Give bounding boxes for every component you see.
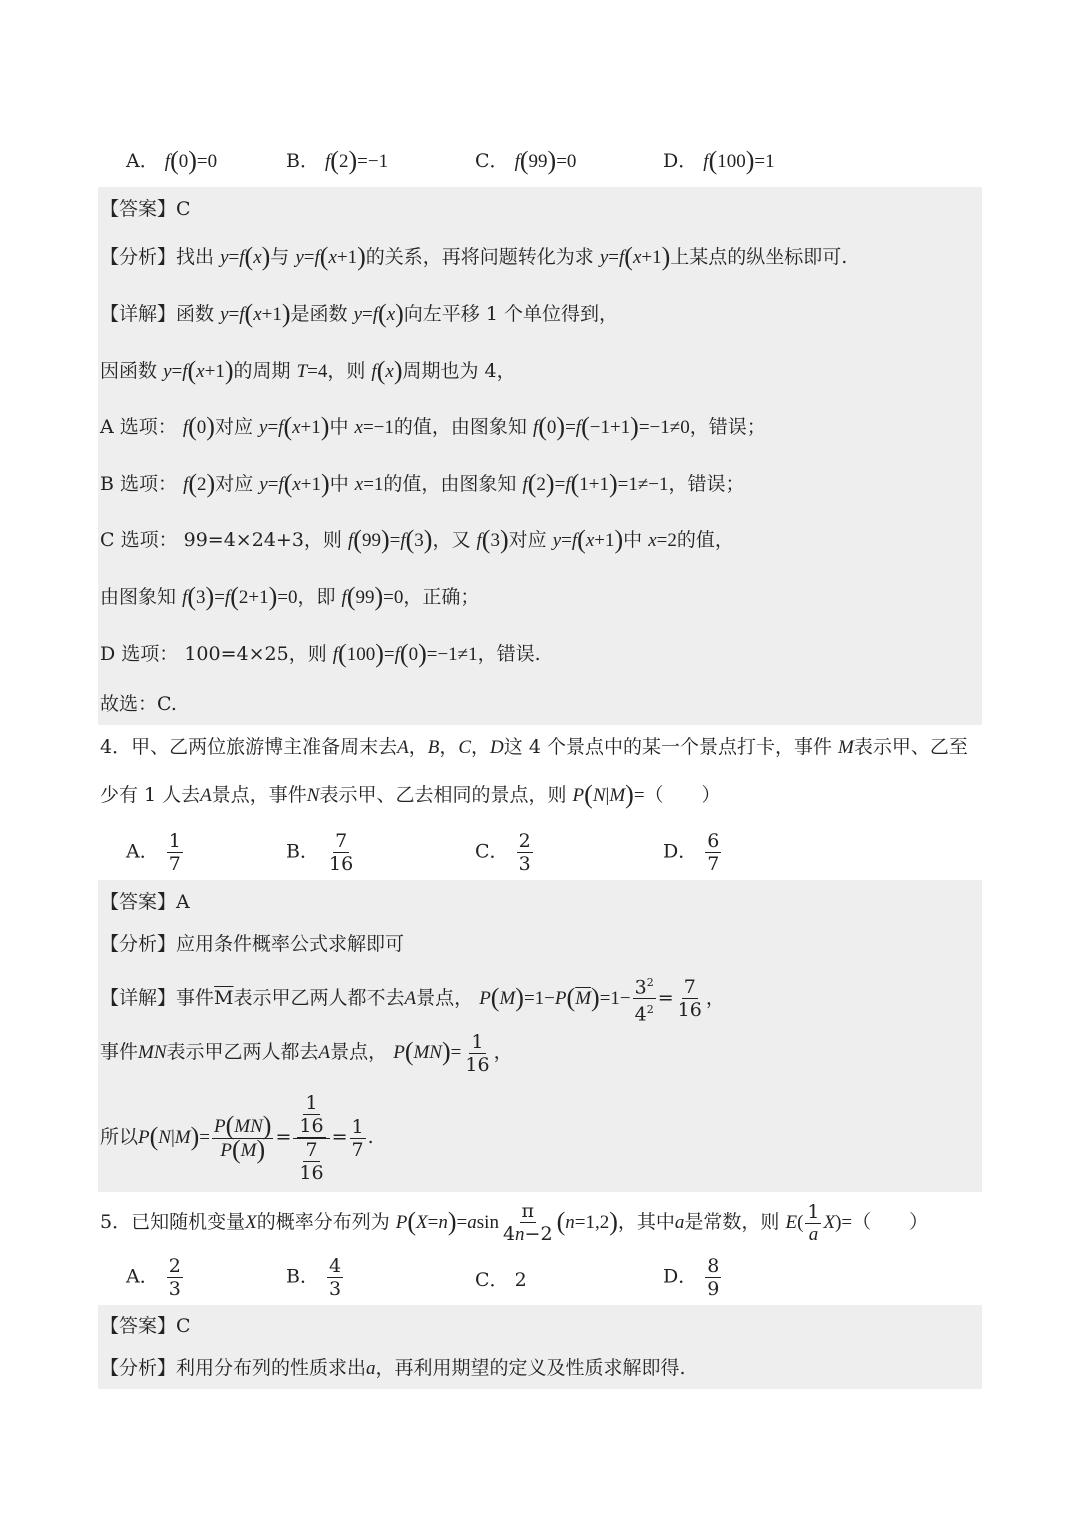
fraction: $\frac{7}{16}$ [677, 976, 702, 1022]
fraction: $\frac{1}{a}$ [807, 1200, 820, 1245]
option-label: C． [475, 840, 509, 863]
fraction: $\frac{1}{16}$ [465, 1030, 490, 1076]
math: f(99)=0 [341, 582, 404, 611]
q3-answer: 【答案】C [100, 198, 191, 220]
option-label: B． [286, 150, 319, 172]
q4-option-c [475, 830, 535, 875]
math: f(100)=f(0)=−1≠1 [332, 639, 478, 668]
text: 事件 [100, 1041, 139, 1063]
text: 5．已知随机变量 [100, 1211, 246, 1233]
q5-analysis [100, 1356, 686, 1381]
option-label: D． [663, 840, 698, 863]
text: ，即 [297, 586, 336, 608]
math: P(X=n)=asin [395, 1207, 499, 1236]
text: 的值，由图象知 [393, 416, 527, 438]
text: （ ） [852, 1211, 929, 1233]
text: 找出 [176, 246, 215, 268]
q4-detail-line-1: 【详解】事件$\overline{M}$表示甲乙两人都不去A景点， $P(M)=1-P(\overline{M})=1-$ $\frac{3^2}{4^2}$ = $\frac{7}{16}$ ， [100, 972, 725, 1026]
text: 少有 1 人去 [100, 784, 201, 806]
math: f(0) [182, 412, 215, 441]
math: C [458, 737, 472, 758]
math: P(MN)= [393, 1037, 462, 1066]
text: 表示甲、乙至 [853, 736, 968, 758]
math: MN [138, 1042, 167, 1063]
option-value: 2 [514, 1269, 527, 1291]
math: y=f(x+1) [163, 356, 234, 385]
option-label: A． [126, 150, 159, 172]
fraction [167, 830, 183, 875]
q5-option-d [663, 1255, 723, 1300]
option-label: C． [475, 150, 509, 172]
option-label: A． [126, 840, 159, 863]
option-label: B． [286, 840, 319, 863]
text: ，错误. [477, 643, 541, 665]
label: 【分析】 [100, 246, 177, 268]
math-expression: f(100)=1 [703, 146, 775, 175]
math: P(N|M)= [138, 1122, 211, 1151]
denominator: 3 [168, 1278, 181, 1300]
text: 中 [329, 473, 349, 495]
label: 【详解】 [100, 986, 177, 1009]
denominator: 7 [707, 853, 720, 875]
text: 表示甲、乙去相同的景点，则 [319, 784, 567, 806]
fraction: $\frac{\frac{1}{16}}{\frac{7}{16}}$ [293, 1092, 329, 1184]
fraction [705, 1255, 721, 1300]
q5-option-b [286, 1255, 345, 1300]
q3-detail-line-1 [100, 299, 618, 328]
text: 景点，事件 [211, 784, 307, 806]
math: X)= [823, 1212, 853, 1233]
text: 景点， [330, 1041, 388, 1063]
math: E( [785, 1212, 804, 1233]
text: 因函数 [100, 360, 158, 382]
math: y=f(x) [220, 242, 271, 271]
option-label: A． [126, 1265, 159, 1288]
text: 的值， [676, 529, 734, 551]
q3-detail-option-c-2 [100, 582, 480, 611]
text: （ ） [644, 784, 721, 806]
text: 的关系，再将问题转化为求 [365, 246, 594, 268]
text: 由图象知 [100, 586, 177, 608]
text: 向左平移 1 个单位得到， [403, 303, 618, 325]
q3-option-d [663, 146, 775, 176]
q4-detail-line-2: 事件MN表示甲乙两人都去A景点， P(MN)= $\frac{1}{16}$ ， [100, 1030, 513, 1076]
text: ，则 [327, 360, 366, 382]
math-expression: f(0)=0 [164, 146, 218, 175]
math: f(0)=f(−1+1)=−1≠0 [532, 412, 690, 441]
text: D 选项： [100, 643, 179, 665]
text: 事件 [176, 986, 215, 1009]
math: a [366, 1358, 376, 1379]
numerator: 1 [168, 830, 181, 852]
text: ，又 [432, 529, 471, 551]
math: A [404, 987, 417, 1009]
q4-stem-line-2 [100, 780, 721, 809]
q4-stem-line-1: 4．甲、乙两位旅游博主准备周末去A，B，C，D这 4 个景点中的某一个景点打卡，事件 M表示甲、乙至 [100, 736, 968, 758]
fraction [517, 830, 533, 875]
text: 上某点的纵坐标即可. [670, 246, 848, 268]
q5-option-a [126, 1255, 185, 1300]
q3-detail-option-a [100, 412, 766, 441]
denominator: 3 [518, 853, 531, 875]
fraction [327, 830, 355, 875]
fraction [327, 1255, 343, 1300]
math: T=4 [296, 361, 328, 382]
math: a [674, 1212, 685, 1233]
numerator: 4 [329, 1255, 342, 1277]
math: y=f(x+1) [259, 469, 330, 498]
numerator: 2 [168, 1255, 181, 1277]
text: 所以 [100, 1126, 139, 1148]
text: B 选项： [100, 473, 178, 495]
text: A 选项： [100, 416, 177, 438]
q3-detail-line-2 [100, 356, 516, 385]
option-label: B． [286, 1265, 319, 1288]
math: f(2)=f(1+1)=1≠−1 [522, 469, 669, 498]
text: ，再利用期望的定义及性质求解即得. [375, 1357, 686, 1379]
numerator: 8 [707, 1255, 720, 1277]
denominator: 7 [168, 853, 181, 875]
q3-option-b [286, 146, 388, 176]
q5-option-c [475, 1265, 527, 1292]
math: x=−1 [354, 417, 394, 438]
q3-option-a [126, 146, 217, 176]
q4-option-a [126, 830, 185, 875]
text: ，则 [288, 643, 327, 665]
math: x=2 [648, 530, 677, 551]
math: f(3)=f(2+1)=0 [182, 582, 298, 611]
math-expression: f(99)=0 [514, 146, 577, 175]
math: y=f(x+1) [220, 299, 291, 328]
text: C 选项： [100, 529, 178, 551]
math: $\overline{M}$ [214, 986, 234, 1009]
text: ，错误； [689, 416, 766, 438]
numerator: 7 [335, 830, 348, 852]
math: x=1 [354, 474, 384, 495]
math: M [838, 737, 854, 758]
q5-stem [100, 1198, 928, 1247]
math: A [397, 737, 409, 758]
text: 景点， [416, 986, 474, 1009]
text: 函数 [176, 303, 215, 325]
text: 是函数 [290, 303, 348, 325]
text: 周期也为 4， [402, 360, 516, 382]
q5-answer: 【答案】C [100, 1315, 191, 1337]
q4-option-d [663, 830, 723, 875]
text: ，正确； [403, 586, 480, 608]
text: 表示甲乙两人都不去 [233, 986, 405, 1009]
math: f(99)=f(3) [347, 525, 433, 554]
math: f(2) [183, 469, 216, 498]
math: 100=4×25 [184, 643, 289, 665]
text: ，错误； [668, 473, 745, 495]
math: X [245, 1212, 257, 1233]
q3-analysis [100, 242, 848, 271]
q3-option-c [475, 146, 576, 176]
text: 与 [270, 246, 290, 268]
math: $P(M)=1-P(\overline{M})=1-$ [479, 982, 631, 1012]
denominator: 3 [329, 1278, 342, 1300]
text: ，则 [303, 529, 342, 551]
text: 表示甲乙两人都去 [166, 1041, 319, 1063]
math: N [306, 785, 320, 806]
q4-option-b [286, 830, 357, 875]
math: y=f(x+1) [259, 412, 330, 441]
math: y=f(x+1) [295, 242, 366, 271]
q3-choose: 故选：C. [100, 693, 177, 715]
text: 的值，由图象知 [383, 473, 517, 495]
denominator: 9 [707, 1278, 720, 1300]
math: B [427, 737, 440, 758]
fraction: $\frac{3^2}{4^2}$ [633, 972, 656, 1026]
math: y=f(x) [353, 299, 404, 328]
fraction: $\frac{\pi}{4n-2}$ [502, 1200, 553, 1245]
text: 的概率分布列为 [256, 1211, 390, 1233]
text: ，其中 [617, 1211, 675, 1233]
fraction [167, 1255, 183, 1300]
denominator: 16 [329, 853, 354, 875]
math-expression: f(2)=−1 [325, 146, 389, 175]
math: f(x) [371, 356, 403, 385]
fraction [705, 830, 721, 875]
fraction: $\frac{P(MN)}{P(M)}$ [214, 1110, 272, 1164]
q3-detail-option-d [100, 639, 541, 668]
option-label: D． [663, 1265, 698, 1288]
q3-detail-option-c [100, 525, 734, 554]
text: 【分析】利用分布列的性质求出 [100, 1357, 367, 1379]
text: 对应 [508, 529, 547, 551]
text: 对应 [214, 416, 253, 438]
math: (n=1,2) [556, 1207, 618, 1236]
math: A [200, 785, 212, 806]
text: 4．甲、乙两位旅游博主准备周末去 [100, 736, 398, 758]
option-label: C． [475, 1269, 509, 1291]
text: 的周期 [233, 360, 291, 382]
math: A [318, 1042, 331, 1063]
q4-detail-line-3: 所以P(N|M)= $\frac{P(MN)}{P(M)}$ = $\frac{\frac{1}{16}}{\frac{7}{16}}$ = $\frac{1}{7}$ . [100, 1092, 374, 1184]
math: f(3) [476, 525, 509, 554]
text: 中 [329, 416, 349, 438]
q4-analysis: 【分析】应用条件概率公式求解即可 [100, 933, 405, 955]
text: 这 4 个景点中的某一个景点打卡，事件 [503, 736, 832, 758]
text: 是常数，则 [684, 1211, 780, 1233]
math: D [490, 737, 504, 758]
text: 中 [623, 529, 643, 551]
math: 99=4×24+3 [183, 529, 304, 551]
label: 【详解】 [100, 303, 177, 325]
math: P(N|M)= [572, 780, 645, 809]
q4-answer: 【答案】A [100, 891, 190, 913]
math: y=f(x+1) [552, 525, 624, 554]
q3-detail-option-b [100, 469, 745, 498]
math: y=f(x+1) [599, 242, 671, 271]
text: 对应 [215, 473, 254, 495]
fraction: $\frac{1}{7}$ [351, 1115, 364, 1161]
numerator: 6 [707, 830, 720, 852]
option-label: D． [663, 150, 698, 172]
numerator: 2 [518, 830, 531, 852]
